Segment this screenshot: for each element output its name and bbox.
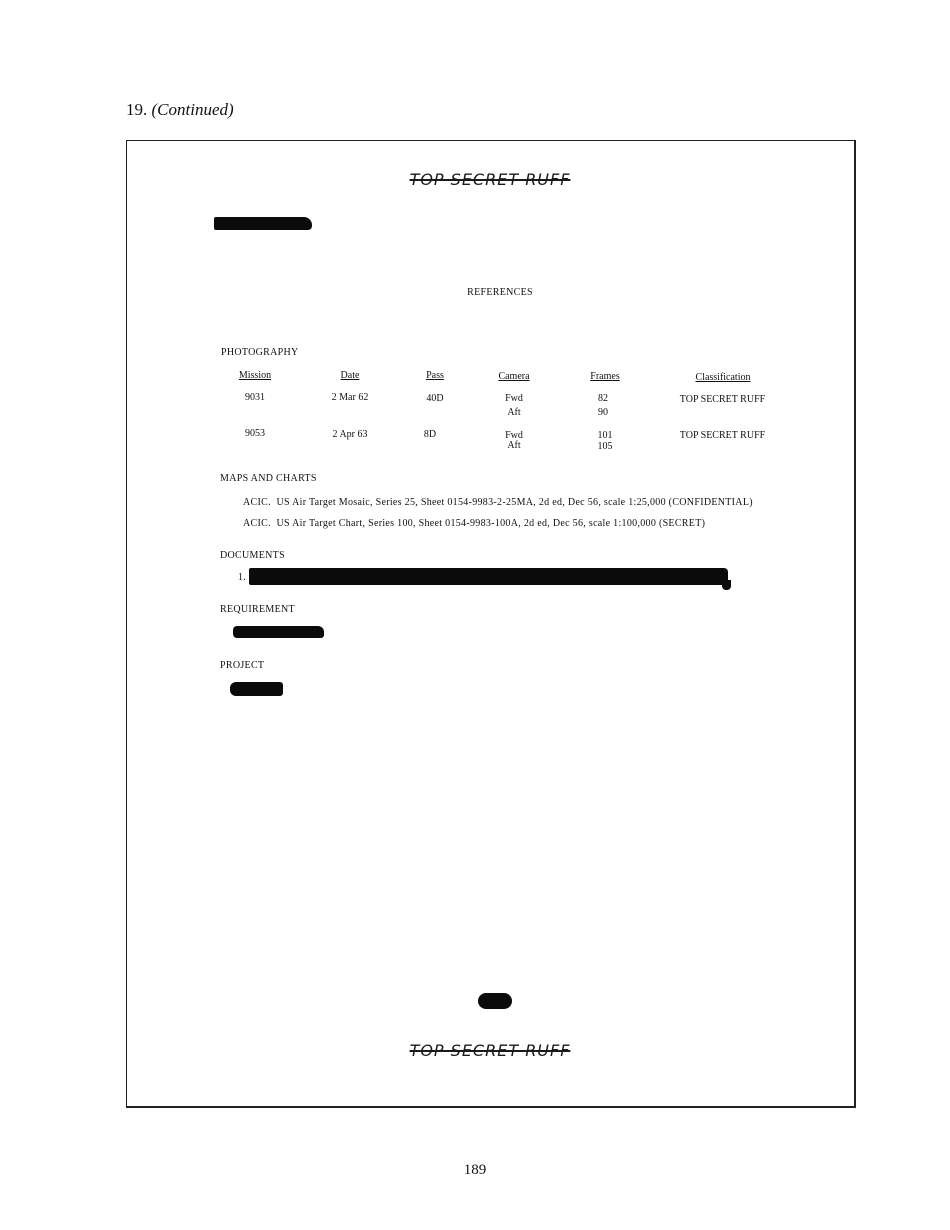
project-heading: PROJECT <box>220 660 265 671</box>
date-cell: 2 Mar 62 <box>331 392 369 403</box>
section-continued-label: (Continued) <box>151 100 234 119</box>
mission-cell: 9031 <box>245 392 265 403</box>
page-number: 189 <box>463 1162 487 1178</box>
documents-heading: DOCUMENTS <box>220 550 285 561</box>
classification-marking-bottom: TOP SECRET RUFF <box>409 1041 571 1060</box>
redaction-block <box>230 682 283 696</box>
column-header-date: Date <box>340 370 360 381</box>
column-header-mission: Mission <box>238 370 272 381</box>
maps-and-charts-heading: MAPS AND CHARTS <box>220 473 317 484</box>
frames-cell: 105 <box>597 441 613 452</box>
redaction-block-tail <box>722 580 731 590</box>
section-heading <box>126 100 234 120</box>
redaction-block <box>233 626 324 638</box>
frames-cell: 90 <box>598 407 608 418</box>
references-title: REFERENCES <box>467 287 533 298</box>
photography-heading: PHOTOGRAPHY <box>221 347 299 358</box>
classification-marking-top: TOP SECRET RUFF <box>409 170 571 189</box>
column-header-pass: Pass <box>426 370 444 381</box>
pass-cell: 8D <box>423 429 437 440</box>
document-item-number: 1. <box>238 572 247 583</box>
map-reference: ACIC. US Air Target Mosaic, Series 25, Sheet 0154-9983-2-25MA, 2d ed, Dec 56, scale 1:25,000 (CONFIDENTIAL) <box>243 497 753 508</box>
section-number: 19. <box>126 100 148 119</box>
redaction-block <box>478 993 512 1009</box>
requirement-heading: REQUIREMENT <box>220 604 295 615</box>
camera-cell: Fwd <box>505 393 523 404</box>
classification-cell: TOP SECRET RUFF <box>679 430 766 441</box>
pass-cell: 40D <box>426 393 444 404</box>
map-reference: ACIC. US Air Target Chart, Series 100, Sheet 0154-9983-100A, 2d ed, Dec 56, scale 1:100,000 (SECRET) <box>243 518 706 529</box>
mission-cell: 9053 <box>245 428 265 439</box>
date-cell: 2 Apr 63 <box>332 429 368 440</box>
camera-cell: Fwd <box>505 430 523 441</box>
camera-cell: Aft <box>507 440 521 451</box>
column-header-frames: Frames <box>590 371 620 382</box>
redaction-block <box>214 217 312 230</box>
frames-cell: 101 <box>597 430 613 441</box>
document-frame <box>126 140 856 1108</box>
classification-cell: TOP SECRET RUFF <box>679 394 766 405</box>
column-header-classification: Classification <box>695 372 751 383</box>
frames-cell: 82 <box>598 393 608 404</box>
redaction-block <box>249 568 728 585</box>
camera-cell: Aft <box>507 407 521 418</box>
column-header-camera: Camera <box>498 371 530 382</box>
